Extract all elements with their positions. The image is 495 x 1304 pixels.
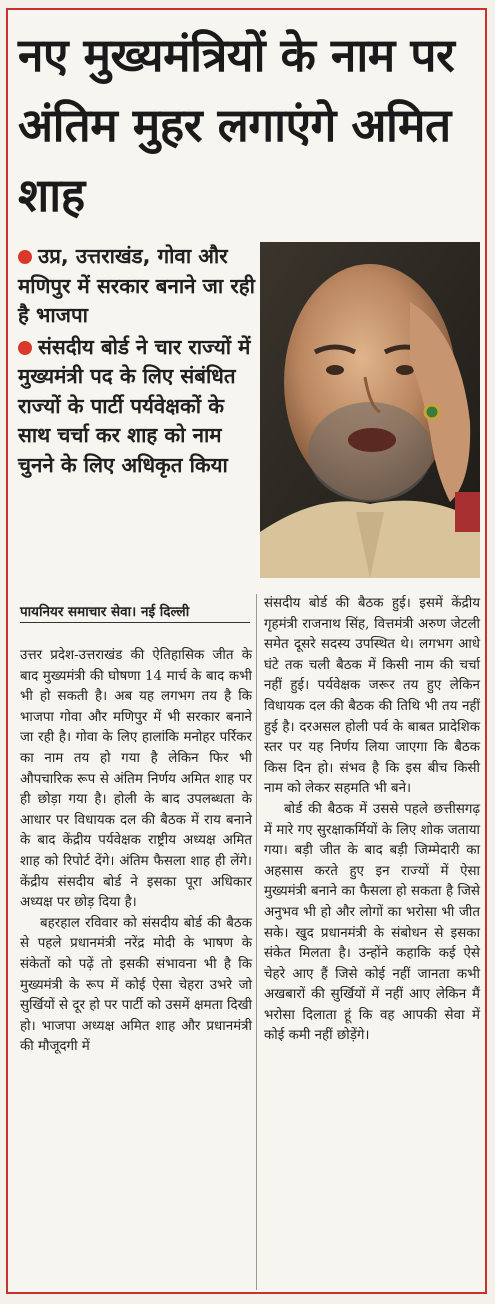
article-column-left bbox=[20, 646, 252, 1058]
paragraph: संसदीय बोर्ड की बैठक हुई। इसमें केंद्रीय गृहमंत्री राजनाथ सिंह, वित्तमंत्री अरुण जेटली समेत दूसरे सदस्य उपस्थित थे। लगभग आधे घंटे तक चली बैठक में किसी नाम की चर्चा नहीं हुई। पर्यवेक्षक जरूर तय हुए लेकिन विधायक दल की बैठक की तिथि भी तय नहीं हुई है। दरअसल होली पर्व के बाबत प्रादेशिक स्तर पर यह निर्णय लिया जाएगा कि बैठक किस दिन हो। संभव है कि इस बीच किसी नाम को लेकर सहमति भी बने। bbox=[264, 596, 480, 797]
portrait-photo bbox=[260, 242, 480, 578]
red-bullet-icon bbox=[18, 250, 32, 264]
bullet-text: उप्र, उत्तराखंड, गोवा और मणिपुर में सरकार बनाने जा रही है भाजपा bbox=[18, 244, 255, 327]
newspaper-clipping bbox=[6, 8, 487, 1294]
bullet-text: संसदीय बोर्ड ने चार राज्यों में मुख्यमंत्री पद के लिए संबंधित राज्यों के पार्टी पर्यवेक्षकों के साथ चर्चा कर शाह को नाम चुनने के लिए अधिकृत किया bbox=[18, 334, 251, 477]
article-column-right bbox=[264, 594, 480, 1047]
summary-bullets bbox=[18, 242, 256, 482]
red-bullet-icon bbox=[18, 341, 32, 355]
paragraph: बहरहाल रविवार को संसदीय बोर्ड की बैठक से पहले प्रधानमंत्री नरेंद्र मोदी के भाषण के संकेतों को पढ़ें तो इसकी संभावना भी है कि मुख्यमंत्री के रूप में कोई ऐसा चेहरा उभरे जो सुर्खियों से दूर हो पर पार्टी को उसमें क्षमता दिखी हो। भाजपा अध्यक्ष अमित शाह और प्रधानमंत्री की मौजूदगी में bbox=[20, 915, 252, 1055]
summary-bullet bbox=[18, 242, 256, 331]
paragraph: बोर्ड की बैठक में उससे पहले छत्तीसगढ़ में मारे गए सुरक्षाकर्मियों के लिए शोक जताया गया। बड़ी जीत के बाद बड़ी जिम्मेदारी का अहसास करते हुए इन राज्यों में ऐसा मुख्यमंत्री बनाने का फैसला हो सकता है जिसे अनुभव भी हो और लोगों का भरोसा भी जीत सके। खुद प्रधानमंत्री के संबोधन से इसका संकेत मिलता है। उन्होंने कहाकि कई ऐसे चेहरे आए हैं जिसे कोई नहीं जानता कभी अखबारों की सुर्खियों में नहीं आए लेकिन मैं भरोसा दिलाता हूं कि वह आपकी सेवा में कोई कमी नहीं छोड़ेंगे। bbox=[264, 801, 480, 1044]
byline: पायनियर समाचार सेवा। नई दिल्ली bbox=[20, 602, 250, 623]
column-divider bbox=[256, 594, 257, 1290]
paragraph: उत्तर प्रदेश-उत्तराखंड की ऐतिहासिक जीत के बाद मुख्यमंत्री की घोषणा 14 मार्च के बाद कभी भी हो सकती है। अब यह लगभग तय है कि भाजपा गोवा और मणिपुर में भी सरकार बनाने जा रही है। गोवा के लिए हालांकि मनोहर पर्रिकर का नाम तय हो गया है लेकिन फिर भी औपचारिक रूप से अंतिम निर्णय अमित शाह पर ही छोड़ा गया है। होली के बाद उपलब्धता के आधार पर विधायक दल की बैठक में राय बनाने के बाद केंद्रीय पर्यवेक्षक राष्ट्रीय अध्यक्ष अमित शाह को रिपोर्ट देंगे। अंतिम फैसला शाह ही लेंगे। केंद्रीय संसदीय बोर्ड ने इसका पूरा अधिकार अध्यक्ष पर छोड़ दिया है। bbox=[20, 648, 252, 911]
headline: नए मुख्यमंत्रियों के नाम पर अंतिम मुहर लगाएंगे अमित शाह bbox=[18, 28, 455, 222]
summary-bullet bbox=[18, 333, 256, 481]
